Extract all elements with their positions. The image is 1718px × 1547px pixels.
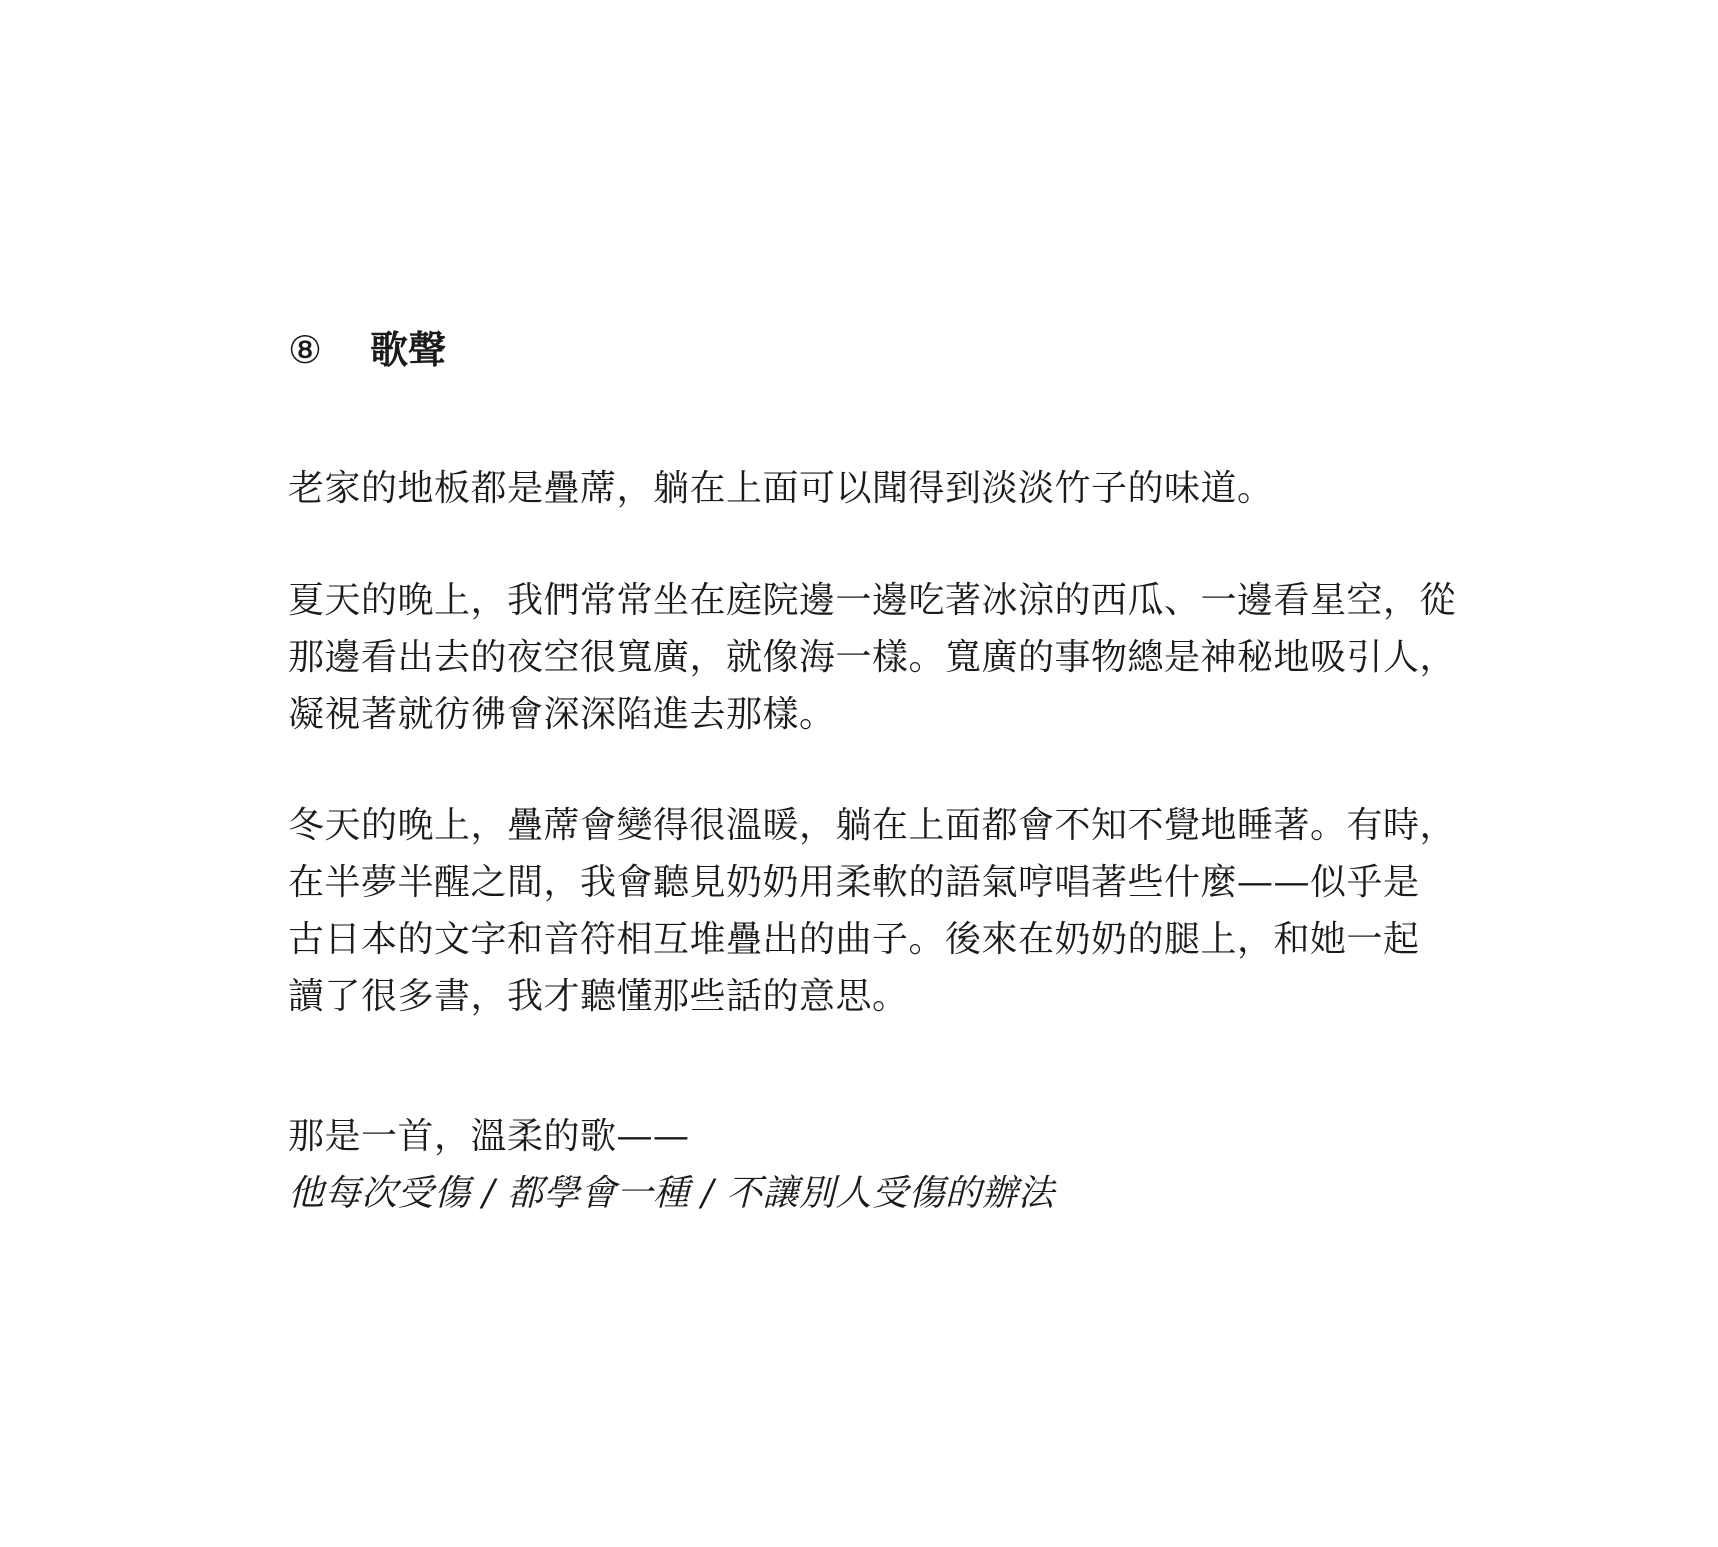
paragraph-line: 冬天的晚上，疊蓆會變得很溫暖，躺在上面都會不知不覺地睡著。有時， bbox=[288, 805, 1457, 846]
paragraph-line: 凝視著就彷彿會深深陷進去那樣。 bbox=[288, 694, 836, 735]
section-title: 歌聲 bbox=[370, 327, 447, 372]
paragraph-line: 夏天的晚上，我們常常坐在庭院邊一邊吃著冰涼的西瓜、一邊看星空，從 bbox=[288, 580, 1457, 621]
lyric-line: 他每次受傷 / 都學會一種 / 不讓別人受傷的辦法 bbox=[288, 1173, 1055, 1214]
paragraph-4 bbox=[288, 1108, 1458, 1222]
section-heading bbox=[288, 322, 446, 378]
paragraph-3 bbox=[288, 797, 1458, 1025]
paragraph-line: 在半夢半醒之間，我會聽見奶奶用柔軟的語氣哼唱著些什麼——似乎是 bbox=[288, 862, 1420, 903]
paragraph-line: 那邊看出去的夜空很寬廣，就像海一樣。寬廣的事物總是神秘地吸引人， bbox=[288, 637, 1457, 678]
paragraph-line: 讀了很多書，我才聽懂那些話的意思。 bbox=[288, 976, 909, 1017]
paragraph-line: 那是一首，溫柔的歌—— bbox=[288, 1116, 690, 1157]
paragraph-line: 古日本的文字和音符相互堆疊出的曲子。後來在奶奶的腿上，和她一起 bbox=[288, 919, 1420, 960]
paragraph-2 bbox=[288, 572, 1458, 743]
paragraph-line: 老家的地板都是疊蓆，躺在上面可以聞得到淡淡竹子的味道。 bbox=[288, 468, 1274, 509]
section-number: ⑧ bbox=[288, 328, 323, 372]
paragraph-1 bbox=[288, 460, 1458, 517]
